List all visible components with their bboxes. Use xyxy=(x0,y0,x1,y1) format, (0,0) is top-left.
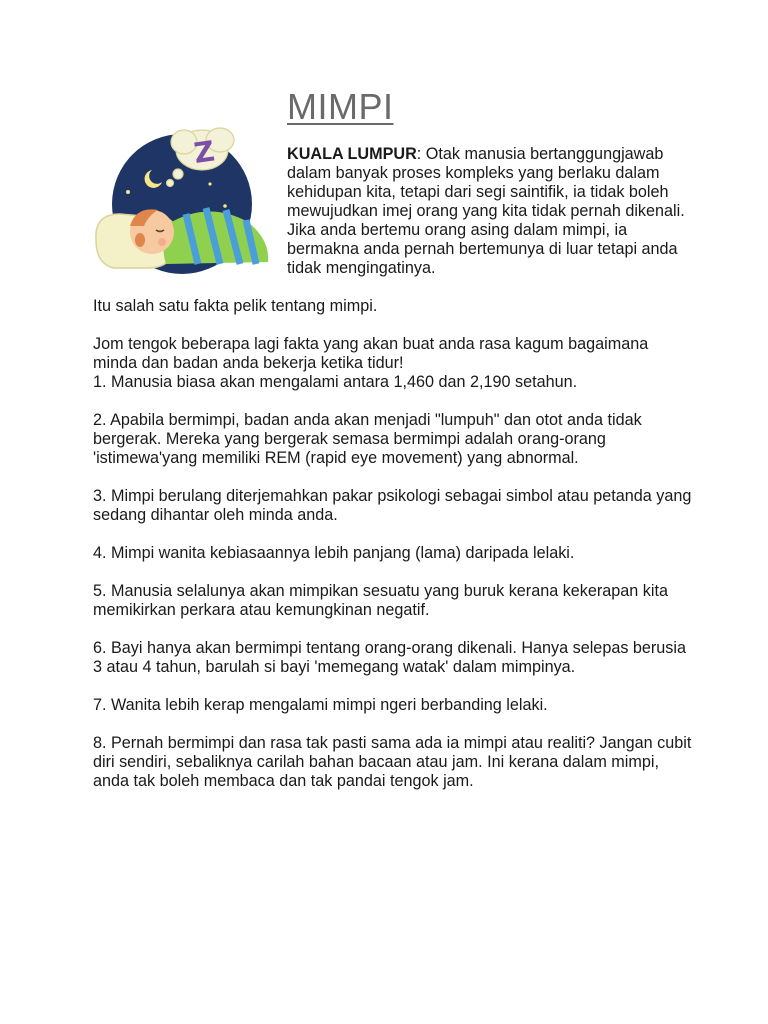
paragraph: Jom tengok beberapa lagi fakta yang akan buat anda rasa kagum bagaimana minda dan badan anda bekerja ketika tidur! 1. Manusia biasa akan mengalami antara 1,460 dan 2,190 setahun. xyxy=(93,335,649,391)
article-body xyxy=(93,145,693,791)
paragraph: 3. Mimpi berulang diterjemahkan pakar psikologi sebagai simbol atau petanda yang sedang dihantar oleh minda anda. xyxy=(93,487,692,524)
document-title: MIMPI xyxy=(287,86,394,127)
intro-text: : Otak manusia bertanggungjawab dalam banyak proses kompleks yang berlaku dalam kehidupan kita, tetapi dari segi saintifik, ia tidak boleh mewujudkan imej orang yang kita tidak pernah dikenali. Jika anda bertemu orang asing dalam mimpi, ia bermakna anda pernah bertemunya di luar tetapi anda tidak mengingatinya. xyxy=(287,145,685,277)
svg-text:Z: Z xyxy=(191,134,217,170)
paragraph: 7. Wanita lebih kerap mengalami mimpi ngeri berbanding lelaki. xyxy=(93,696,548,714)
paragraph: 6. Bayi hanya akan bermimpi tentang orang-orang dikenali. Hanya selepas berusia 3 atau 4 tahun, barulah si bayi 'memegang watak' dalam mimpinya. xyxy=(93,639,687,676)
paragraph: 8. Pernah bermimpi dan rasa tak pasti sama ada ia mimpi atau realiti? Jangan cubit diri sendiri, sebaliknya carilah bahan bacaan atau jam. Ini kerana dalam mimpi, anda tak boleh membaca dan tak pandai tengok jam. xyxy=(93,734,692,790)
paragraph: 5. Manusia selalunya akan mimpikan sesuatu yang buruk kerana kekerapan kita memikirkan perkara atau kemungkinan negatif. xyxy=(93,582,668,619)
paragraph: Itu salah satu fakta pelik tentang mimpi. xyxy=(93,297,378,315)
paragraph: 4. Mimpi wanita kebiasaannya lebih panjang (lama) daripada lelaki. xyxy=(93,544,575,562)
location-label: KUALA LUMPUR xyxy=(287,145,417,163)
paragraph: 2. Apabila bermimpi, badan anda akan menjadi "lumpuh" dan otot anda tidak bergerak. Mereka yang bergerak semasa bermimpi adalah orang-orang 'istimewa'yang memiliki REM (rapid eye movement) yang abnormal. xyxy=(93,411,642,467)
